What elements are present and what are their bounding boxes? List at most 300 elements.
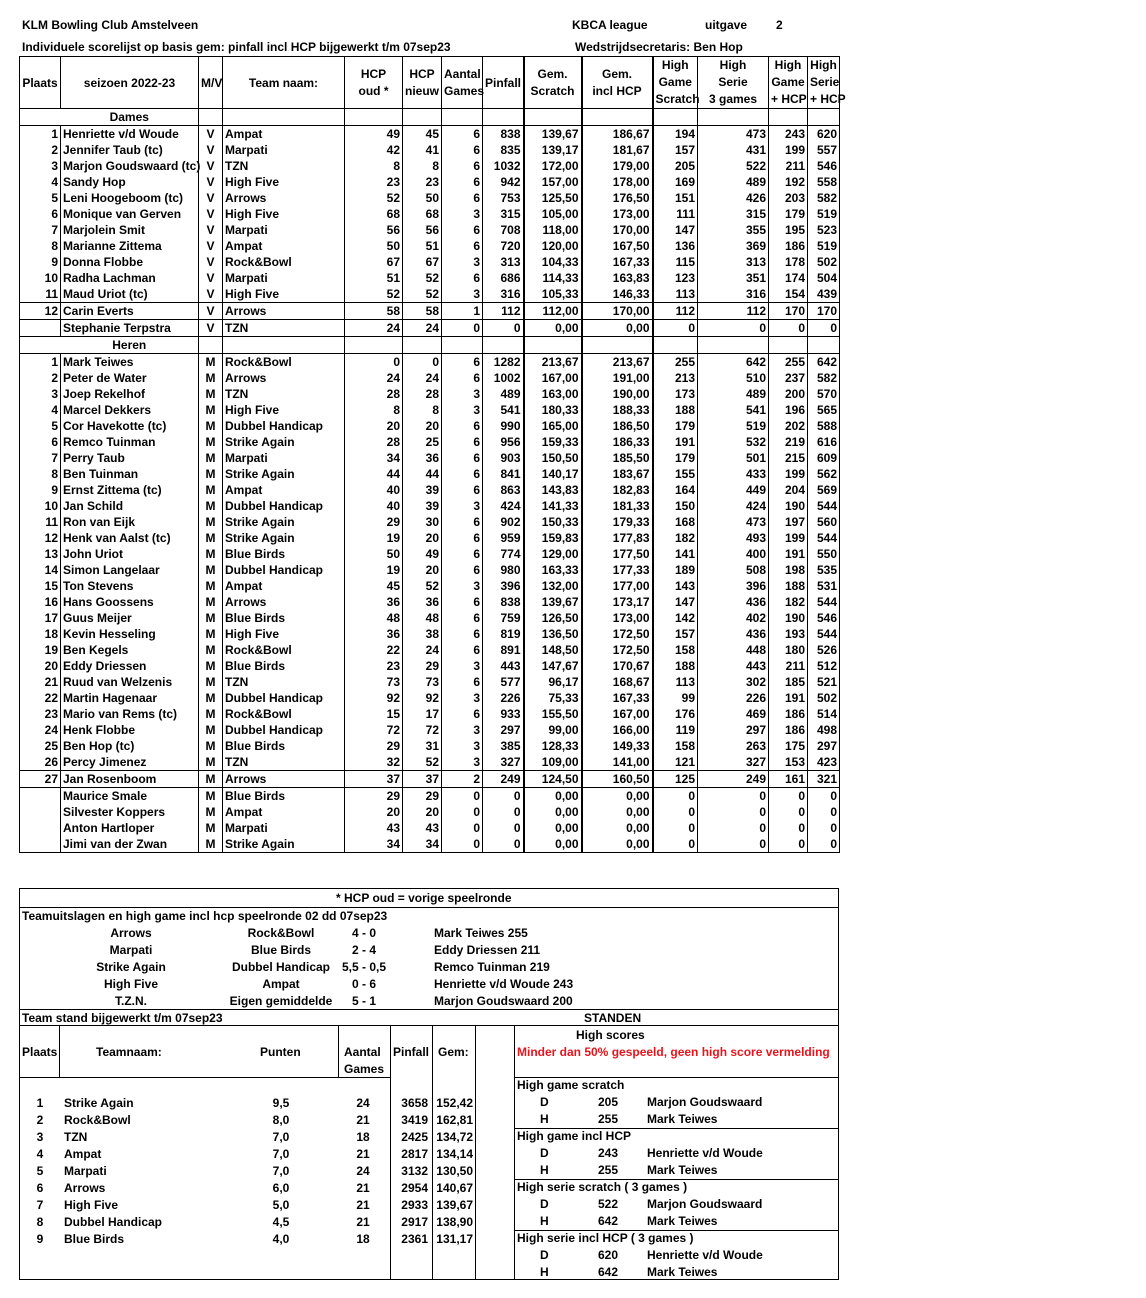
- cell-games: 0: [442, 320, 483, 337]
- cell-hs-hcp: 544: [808, 498, 840, 514]
- cell-pinfall: 1032: [483, 158, 524, 174]
- cell-hg-hcp: 200: [769, 386, 808, 402]
- cell-plaats: 27: [20, 771, 61, 788]
- cell-gem-scratch: 172,00: [524, 158, 582, 174]
- cell-games: 3: [442, 286, 483, 303]
- cell-hs: 508: [698, 562, 769, 578]
- cell-team: Arrows: [223, 190, 345, 206]
- cell-gem-scratch: 0,00: [524, 320, 582, 337]
- cell-mv: V: [199, 270, 223, 286]
- cell-pinfall: 759: [483, 610, 524, 626]
- col-gem-scratch: Gem. Scratch: [524, 57, 582, 109]
- cell-gem-scratch: 114,33: [524, 270, 582, 286]
- cell-team: High Five: [223, 402, 345, 418]
- cell-hg-scratch: 121: [653, 754, 698, 771]
- cell-gem-hcp: 172,50: [582, 642, 653, 658]
- cell-hs-hcp: 546: [808, 610, 840, 626]
- cell-hg-hcp: 153: [769, 754, 808, 771]
- cell-hs-hcp: 512: [808, 658, 840, 674]
- result-away: Eigen gemiddelde: [229, 994, 333, 1008]
- cell-mv: M: [199, 804, 223, 820]
- cell-hs-hcp: 523: [808, 222, 840, 238]
- cell-hg-hcp: 154: [769, 286, 808, 303]
- stand-gem: 152,42: [436, 1096, 473, 1110]
- hs-name: Marjon Goudswaard: [647, 1095, 763, 1109]
- cell-hcp-nieuw: 8: [403, 158, 442, 174]
- cell-pinfall: 956: [483, 434, 524, 450]
- cell-hcp-nieuw: 20: [403, 530, 442, 546]
- cell-hcp-nieuw: 20: [403, 804, 442, 820]
- cell-hs-hcp: 498: [808, 722, 840, 738]
- hs-gender: D: [540, 1146, 549, 1160]
- cell-gem-scratch: 167,00: [524, 370, 582, 386]
- cell-hg-hcp: 199: [769, 530, 808, 546]
- cell-naam: Eddy Driessen: [61, 658, 199, 674]
- cell-gem-hcp: 182,83: [582, 482, 653, 498]
- cell-hcp-oud: 92: [345, 690, 403, 706]
- cell-hg-scratch: 0: [653, 788, 698, 805]
- cell-gem-scratch: 159,83: [524, 530, 582, 546]
- cell-hs-hcp: 502: [808, 690, 840, 706]
- table-row: [20, 658, 840, 674]
- cell-gem-hcp: 141,00: [582, 754, 653, 771]
- cell-naam: Ton Stevens: [61, 578, 199, 594]
- cell-gem-hcp: 173,00: [582, 610, 653, 626]
- cell-team: Strike Again: [223, 836, 345, 853]
- cell-naam: Jan Rosenboom: [61, 771, 199, 788]
- cell-team: Blue Birds: [223, 788, 345, 805]
- result-home: High Five: [103, 977, 158, 991]
- cell-games: 6: [442, 466, 483, 482]
- result-score: 0 - 6: [351, 977, 376, 991]
- result-away: Blue Birds: [250, 943, 311, 957]
- cell-hcp-oud: 29: [345, 738, 403, 754]
- stand-games: 21: [356, 1147, 370, 1161]
- cell-gem-hcp: 168,67: [582, 674, 653, 690]
- cell-hs-hcp: 526: [808, 642, 840, 658]
- cell-games: 0: [442, 836, 483, 853]
- cell-pinfall: 112: [483, 303, 524, 320]
- cell-gem-scratch: 104,33: [524, 254, 582, 270]
- cell-hg-hcp: 186: [769, 238, 808, 254]
- cell-hg-hcp: 237: [769, 370, 808, 386]
- cell-gem-scratch: 143,83: [524, 482, 582, 498]
- cell-hg-hcp: 215: [769, 450, 808, 466]
- cell-gem-scratch: 165,00: [524, 418, 582, 434]
- cell-plaats: 17: [20, 610, 61, 626]
- cell-naam: Leni Hoogeboom (tc): [61, 190, 199, 206]
- hs-score: 205: [598, 1095, 619, 1109]
- cell-team: Rock&Bowl: [223, 642, 345, 658]
- cell-pinfall: 313: [483, 254, 524, 270]
- cell-hcp-oud: 23: [345, 174, 403, 190]
- section-heading: [20, 109, 840, 126]
- table-row: [20, 434, 840, 450]
- stand-naam: Blue Birds: [64, 1232, 125, 1246]
- cell-naam: Ron van Eijk: [61, 514, 199, 530]
- table-row: [20, 466, 840, 482]
- cell-hg-scratch: 99: [653, 690, 698, 706]
- table-row: [20, 498, 840, 514]
- cell-pinfall: 0: [483, 804, 524, 820]
- cell-naam: John Uriot: [61, 546, 199, 562]
- cell-hcp-oud: 15: [345, 706, 403, 722]
- cell-mv: M: [199, 402, 223, 418]
- hs-name: Mark Teiwes: [647, 1265, 718, 1279]
- cell-mv: M: [199, 514, 223, 530]
- stand-plaats: 5: [36, 1164, 44, 1178]
- table-row: [20, 402, 840, 418]
- stand-pinfall: 3658: [401, 1096, 428, 1110]
- cell-naam: Simon Langelaar: [61, 562, 199, 578]
- table-row: [20, 836, 840, 853]
- table-row: [20, 674, 840, 690]
- cell-naam: Jan Schild: [61, 498, 199, 514]
- stand-games: 21: [356, 1215, 370, 1229]
- cell-hs-hcp: 560: [808, 514, 840, 530]
- cell-hcp-nieuw: 44: [403, 466, 442, 482]
- section-title: Heren: [61, 337, 199, 354]
- table-row: [20, 642, 840, 658]
- cell-hg-hcp: 198: [769, 562, 808, 578]
- cell-gem-hcp: 173,17: [582, 594, 653, 610]
- cell-team: Dubbel Handicap: [223, 418, 345, 434]
- cell-gem-hcp: 0,00: [582, 836, 653, 853]
- cell-mv: M: [199, 562, 223, 578]
- cell-plaats: 6: [20, 206, 61, 222]
- cell-hs-hcp: 531: [808, 578, 840, 594]
- cell-hcp-nieuw: 24: [403, 320, 442, 337]
- cell-naam: Joep Rekelhof: [61, 386, 199, 402]
- cell-hcp-oud: 29: [345, 514, 403, 530]
- stand-punten: 7,0: [272, 1147, 290, 1161]
- stand-plaats: 9: [36, 1232, 44, 1246]
- cell-naam: Cor Havekotte (tc): [61, 418, 199, 434]
- cell-hg-scratch: 113: [653, 674, 698, 690]
- cell-hcp-oud: 34: [345, 836, 403, 853]
- cell-team: Arrows: [223, 370, 345, 386]
- cell-pinfall: 297: [483, 722, 524, 738]
- cell-hg-hcp: 188: [769, 578, 808, 594]
- cell-plaats: 19: [20, 642, 61, 658]
- cell-pinfall: 835: [483, 142, 524, 158]
- cell-hg-scratch: 0: [653, 836, 698, 853]
- table-row: [20, 126, 840, 143]
- table-body: [20, 109, 840, 853]
- stand-pinfall: 3132: [401, 1164, 428, 1178]
- col-hcp-nieuw: HCP nieuw: [403, 57, 442, 109]
- cell-naam: Ben Hop (tc): [61, 738, 199, 754]
- cell-hcp-oud: 67: [345, 254, 403, 270]
- cell-games: 6: [442, 514, 483, 530]
- cell-hs: 0: [698, 820, 769, 836]
- result-high-game: Marjon Goudswaard 200: [434, 994, 573, 1008]
- cell-mv: M: [199, 370, 223, 386]
- hs-gender: D: [540, 1248, 549, 1262]
- table-row: [20, 174, 840, 190]
- cell-hg-hcp: 180: [769, 642, 808, 658]
- cell-hg-hcp: 192: [769, 174, 808, 190]
- cell-team: Ampat: [223, 804, 345, 820]
- cell-mv: V: [199, 142, 223, 158]
- table-row: [20, 238, 840, 254]
- cell-hs: 313: [698, 254, 769, 270]
- cell-hg-hcp: 0: [769, 320, 808, 337]
- cell-gem-hcp: 167,50: [582, 238, 653, 254]
- cell-gem-scratch: 140,17: [524, 466, 582, 482]
- cell-hcp-nieuw: 73: [403, 674, 442, 690]
- cell-hs-hcp: 550: [808, 546, 840, 562]
- cell-hcp-nieuw: 24: [403, 642, 442, 658]
- cell-gem-scratch: 105,00: [524, 206, 582, 222]
- cell-gem-hcp: 0,00: [582, 804, 653, 820]
- cell-hs: 355: [698, 222, 769, 238]
- cell-pinfall: 708: [483, 222, 524, 238]
- cell-plaats: 7: [20, 222, 61, 238]
- cell-gem-hcp: 173,00: [582, 206, 653, 222]
- cell-pinfall: 942: [483, 174, 524, 190]
- cell-hs: 493: [698, 530, 769, 546]
- table-row: [20, 820, 840, 836]
- cell-gem-hcp: 190,00: [582, 386, 653, 402]
- cell-naam: Jimi van der Zwan: [61, 836, 199, 853]
- high-score-group-title: High serie incl HCP ( 3 games ): [517, 1231, 694, 1245]
- cell-hcp-nieuw: 52: [403, 286, 442, 303]
- hs-gender: D: [540, 1095, 549, 1109]
- cell-hg-scratch: 188: [653, 402, 698, 418]
- cell-hs: 431: [698, 142, 769, 158]
- cell-games: 0: [442, 820, 483, 836]
- cell-plaats: 26: [20, 754, 61, 771]
- cell-hg-scratch: 143: [653, 578, 698, 594]
- cell-hg-hcp: 196: [769, 402, 808, 418]
- hs-score: 243: [598, 1146, 619, 1160]
- cell-hcp-nieuw: 24: [403, 370, 442, 386]
- cell-hg-scratch: 169: [653, 174, 698, 190]
- cell-hcp-nieuw: 41: [403, 142, 442, 158]
- cell-hg-scratch: 213: [653, 370, 698, 386]
- table-row: [20, 386, 840, 402]
- cell-hs: 473: [698, 514, 769, 530]
- cell-mv: M: [199, 820, 223, 836]
- cell-hg-hcp: 203: [769, 190, 808, 206]
- cell-naam: Maurice Smale: [61, 788, 199, 805]
- cell-pinfall: 577: [483, 674, 524, 690]
- stand-h-gem: Gem:: [438, 1045, 469, 1059]
- cell-gem-scratch: 124,50: [524, 771, 582, 788]
- cell-hs: 532: [698, 434, 769, 450]
- cell-mv: V: [199, 126, 223, 143]
- cell-games: 6: [442, 642, 483, 658]
- stand-naam: Dubbel Handicap: [64, 1215, 163, 1229]
- cell-plaats: 11: [20, 514, 61, 530]
- hs-name: Henriette v/d Woude: [647, 1248, 763, 1262]
- team-results-title: Teamuitslagen en high game incl hcp speelronde 02 dd 07sep23: [22, 909, 388, 923]
- cell-hg-hcp: 161: [769, 771, 808, 788]
- cell-plaats: 8: [20, 238, 61, 254]
- cell-hcp-oud: 32: [345, 754, 403, 771]
- cell-hs-hcp: 642: [808, 354, 840, 371]
- cell-games: 6: [442, 222, 483, 238]
- high-score-group-title: High serie scratch ( 3 games ): [517, 1180, 688, 1194]
- cell-games: 3: [442, 690, 483, 706]
- cell-hcp-nieuw: 30: [403, 514, 442, 530]
- stand-naam: Marpati: [64, 1164, 107, 1178]
- cell-hs: 510: [698, 370, 769, 386]
- hs-gender: H: [540, 1265, 549, 1279]
- cell-team: Strike Again: [223, 530, 345, 546]
- cell-hg-hcp: 202: [769, 418, 808, 434]
- col-pinfall: Pinfall: [483, 57, 524, 109]
- stand-pinfall: 2933: [401, 1198, 428, 1212]
- cell-hg-hcp: 0: [769, 820, 808, 836]
- col-team: Team naam:: [223, 57, 345, 109]
- stand-pinfall: 2817: [401, 1147, 428, 1161]
- cell-pinfall: 838: [483, 126, 524, 143]
- cell-hcp-nieuw: 20: [403, 418, 442, 434]
- cell-hcp-oud: 50: [345, 546, 403, 562]
- edition-label: uitgave: [705, 18, 748, 32]
- cell-games: 3: [442, 254, 483, 270]
- cell-plaats: 15: [20, 578, 61, 594]
- page-subtitle: Individuele scorelijst op basis gem: pinfall incl HCP bijgewerkt t/m 07sep23: [22, 40, 451, 54]
- table-row: [20, 610, 840, 626]
- stand-games: 21: [356, 1198, 370, 1212]
- cell-hcp-nieuw: 17: [403, 706, 442, 722]
- table-row: [20, 546, 840, 562]
- cell-hs: 327: [698, 754, 769, 771]
- cell-plaats: 3: [20, 386, 61, 402]
- cell-naam: Martin Hagenaar: [61, 690, 199, 706]
- cell-mv: V: [199, 238, 223, 254]
- hs-score: 255: [598, 1163, 619, 1177]
- cell-mv: M: [199, 788, 223, 805]
- cell-gem-hcp: 170,67: [582, 658, 653, 674]
- cell-hg-scratch: 205: [653, 158, 698, 174]
- cell-hs-hcp: 582: [808, 190, 840, 206]
- cell-gem-scratch: 99,00: [524, 722, 582, 738]
- cell-pinfall: 489: [483, 386, 524, 402]
- cell-team: Marpati: [223, 142, 345, 158]
- cell-gem-hcp: 176,50: [582, 190, 653, 206]
- cell-pinfall: 0: [483, 788, 524, 805]
- cell-hcp-oud: 36: [345, 594, 403, 610]
- cell-hs-hcp: 562: [808, 466, 840, 482]
- cell-mv: M: [199, 674, 223, 690]
- hs-name: Henriette v/d Woude: [647, 1146, 763, 1160]
- col-seizoen: seizoen 2022-23: [61, 57, 199, 109]
- club-name: KLM Bowling Club Amstelveen: [22, 18, 199, 32]
- cell-naam: Mark Teiwes: [61, 354, 199, 371]
- cell-hg-hcp: 0: [769, 836, 808, 853]
- cell-hg-hcp: 0: [769, 804, 808, 820]
- cell-hs-hcp: 535: [808, 562, 840, 578]
- cell-naam: Kevin Hesseling: [61, 626, 199, 642]
- cell-hg-scratch: 188: [653, 658, 698, 674]
- cell-team: Blue Birds: [223, 658, 345, 674]
- cell-hs: 449: [698, 482, 769, 498]
- cell-hg-scratch: 155: [653, 466, 698, 482]
- cell-hg-scratch: 157: [653, 626, 698, 642]
- cell-team: Blue Birds: [223, 546, 345, 562]
- cell-hcp-oud: 68: [345, 206, 403, 222]
- cell-hcp-oud: 24: [345, 370, 403, 386]
- stand-pinfall: 3419: [401, 1113, 428, 1127]
- team-stand-title: Team stand bijgewerkt t/m 07sep23: [22, 1011, 223, 1025]
- cell-mv: M: [199, 354, 223, 371]
- high-score-group-title: High game incl HCP: [517, 1129, 632, 1143]
- cell-gem-hcp: 146,33: [582, 286, 653, 303]
- cell-games: 3: [442, 658, 483, 674]
- cell-hcp-nieuw: 92: [403, 690, 442, 706]
- stand-plaats: 3: [36, 1130, 44, 1144]
- cell-hs: 112: [698, 303, 769, 320]
- cell-hcp-nieuw: 52: [403, 270, 442, 286]
- cell-hs: 396: [698, 578, 769, 594]
- cell-hs: 424: [698, 498, 769, 514]
- cell-hcp-oud: 43: [345, 820, 403, 836]
- stand-gem: 131,17: [436, 1232, 473, 1246]
- cell-plaats: 14: [20, 562, 61, 578]
- cell-naam: Marjon Goudswaard (tc): [61, 158, 199, 174]
- cell-pinfall: 424: [483, 498, 524, 514]
- cell-gem-hcp: 178,00: [582, 174, 653, 190]
- stand-games: 21: [356, 1181, 370, 1195]
- cell-hg-scratch: 147: [653, 222, 698, 238]
- cell-hg-hcp: 186: [769, 722, 808, 738]
- cell-games: 6: [442, 370, 483, 386]
- cell-gem-scratch: 109,00: [524, 754, 582, 771]
- cell-team: Marpati: [223, 820, 345, 836]
- cell-gem-scratch: 112,00: [524, 303, 582, 320]
- cell-naam: Ruud van Welzenis: [61, 674, 199, 690]
- cell-hg-scratch: 0: [653, 804, 698, 820]
- table-row: [20, 804, 840, 820]
- cell-gem-scratch: 75,33: [524, 690, 582, 706]
- cell-naam: Henk Flobbe: [61, 722, 199, 738]
- cell-gem-hcp: 186,67: [582, 126, 653, 143]
- cell-plaats: 10: [20, 270, 61, 286]
- cell-hcp-oud: 20: [345, 418, 403, 434]
- table-row: [20, 254, 840, 270]
- result-high-game: Mark Teiwes 255: [434, 926, 528, 940]
- cell-gem-hcp: 160,50: [582, 771, 653, 788]
- cell-games: 3: [442, 578, 483, 594]
- cell-games: 6: [442, 546, 483, 562]
- cell-pinfall: 315: [483, 206, 524, 222]
- cell-hg-scratch: 158: [653, 738, 698, 754]
- cell-hg-scratch: 179: [653, 450, 698, 466]
- cell-hcp-nieuw: 43: [403, 820, 442, 836]
- hs-gender: H: [540, 1163, 549, 1177]
- cell-gem-scratch: 139,67: [524, 126, 582, 143]
- cell-hs-hcp: 565: [808, 402, 840, 418]
- cell-team: Rock&Bowl: [223, 354, 345, 371]
- cell-hcp-oud: 19: [345, 530, 403, 546]
- cell-hg-hcp: 197: [769, 514, 808, 530]
- cell-games: 0: [442, 788, 483, 805]
- cell-hs-hcp: 514: [808, 706, 840, 722]
- cell-hg-scratch: 182: [653, 530, 698, 546]
- cell-hg-scratch: 151: [653, 190, 698, 206]
- stand-punten: 9,5: [272, 1096, 290, 1110]
- cell-hcp-oud: 56: [345, 222, 403, 238]
- cell-plaats: [20, 788, 61, 805]
- cell-pinfall: 990: [483, 418, 524, 434]
- cell-hs-hcp: 588: [808, 418, 840, 434]
- stand-games: 24: [356, 1096, 370, 1110]
- cell-games: 6: [442, 482, 483, 498]
